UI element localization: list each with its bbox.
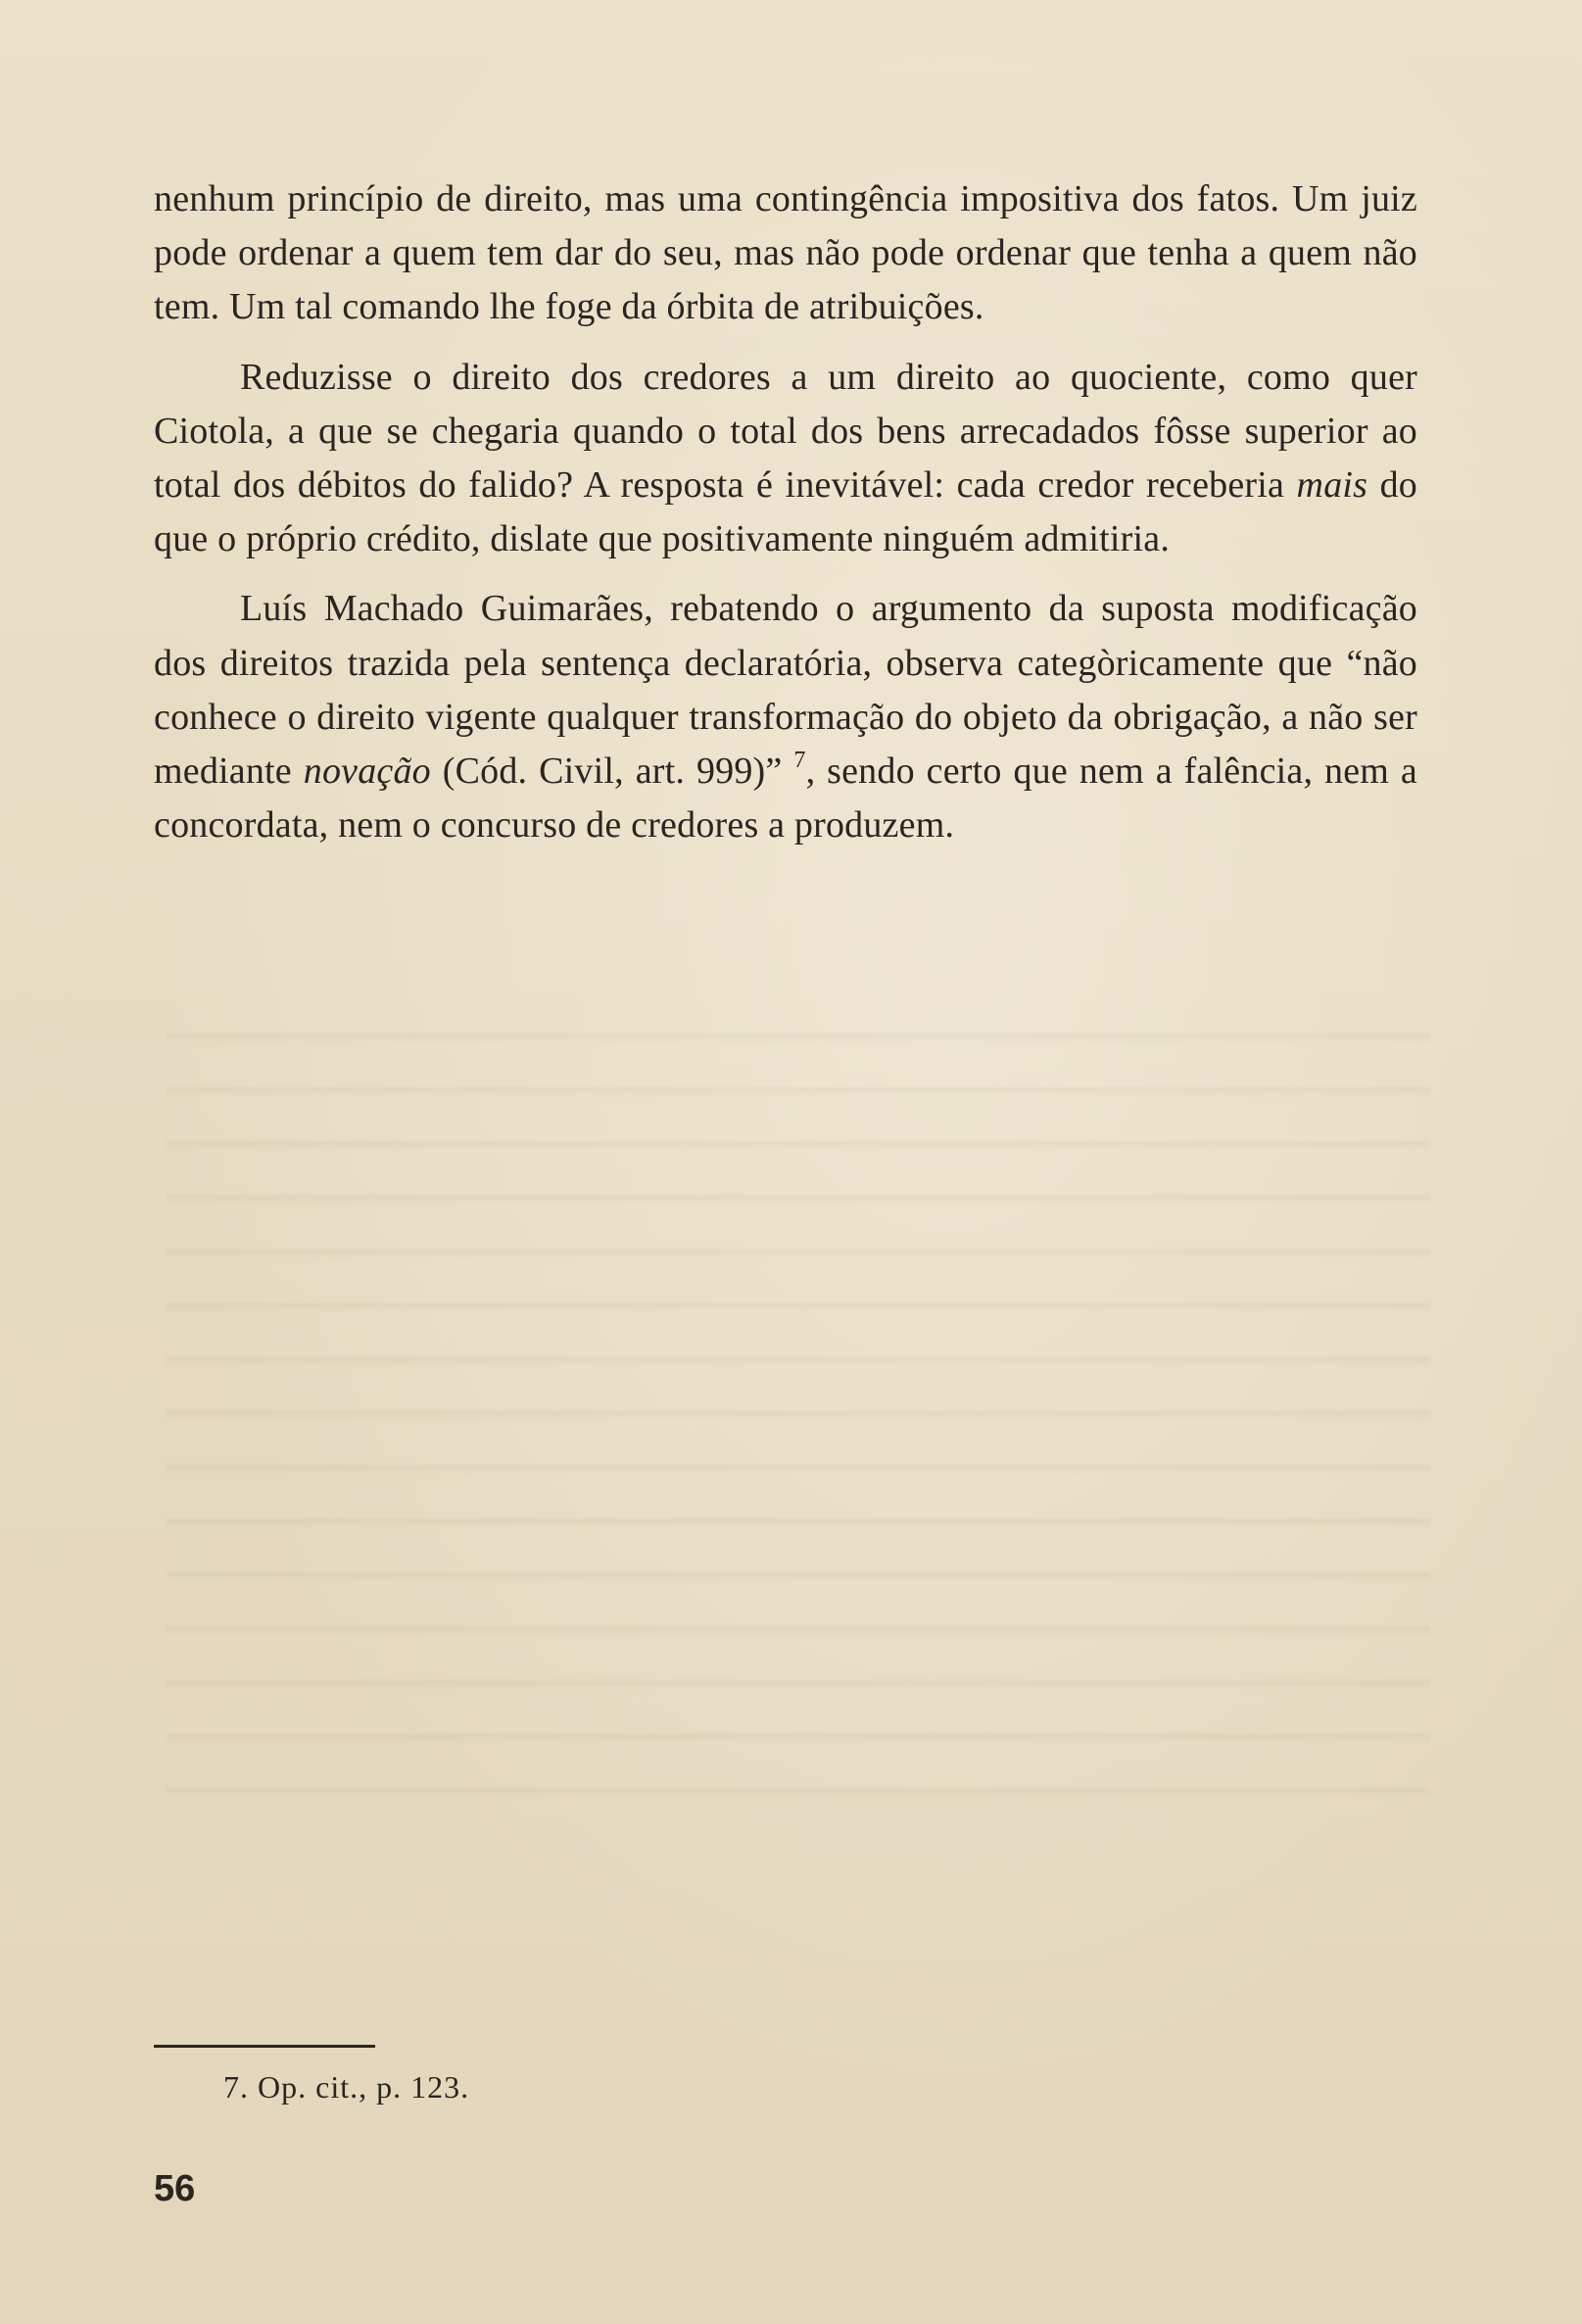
paragraph-2-emphasis: mais — [1296, 464, 1368, 507]
show-through-texture — [167, 999, 1430, 1832]
paragraph-3-text-start: Luís Machado Guimarães, rebatendo o argumento da suposta modificação dos direitos trazida pela sentença declaratória, observa categòricamente que “não conhece o direito vigente qualquer transformação do objeto da obrigação, a não ser mediante — [154, 588, 1417, 793]
paragraph-3 — [154, 582, 1417, 852]
footnote-divider — [154, 2045, 375, 2048]
paragraph-2-text-end: do que o próprio crédito, dislate que positivamente ninguém admitiria. — [154, 464, 1417, 560]
paragraph-3-text-middle: (Cód. Civil, art. 999)” — [430, 750, 794, 793]
main-text — [154, 172, 1417, 868]
page-number: 56 — [154, 2168, 196, 2209]
paragraph-1-text: nenhum princípio de direito, mas uma contingência impositiva dos fatos. Um juiz pode ordenar a quem tem dar do seu, mas não pode ordenar que tenha a quem não tem. Um tal comando lhe foge da órbita de atribuições. — [154, 178, 1417, 328]
footnote: 7. Op. cit., p. 123. — [223, 2069, 470, 2105]
paragraph-1 — [154, 172, 1417, 335]
paragraph-2-text-start: Reduzisse o direito dos credores a um direito ao quociente, como quer Ciotola, a que se chegaria quando o total dos bens arrecadados fôsse superior ao total dos débitos do falido? A resposta é inevitável: cada credor receberia — [154, 356, 1417, 507]
paragraph-3-text-end: , sendo certo que nem a falência, nem a concordata, nem o concurso de credores a produzem. — [154, 750, 1417, 847]
footnote-reference: 7 — [793, 748, 806, 774]
paragraph-3-emphasis: novação — [303, 750, 431, 793]
paragraph-2 — [154, 351, 1417, 567]
